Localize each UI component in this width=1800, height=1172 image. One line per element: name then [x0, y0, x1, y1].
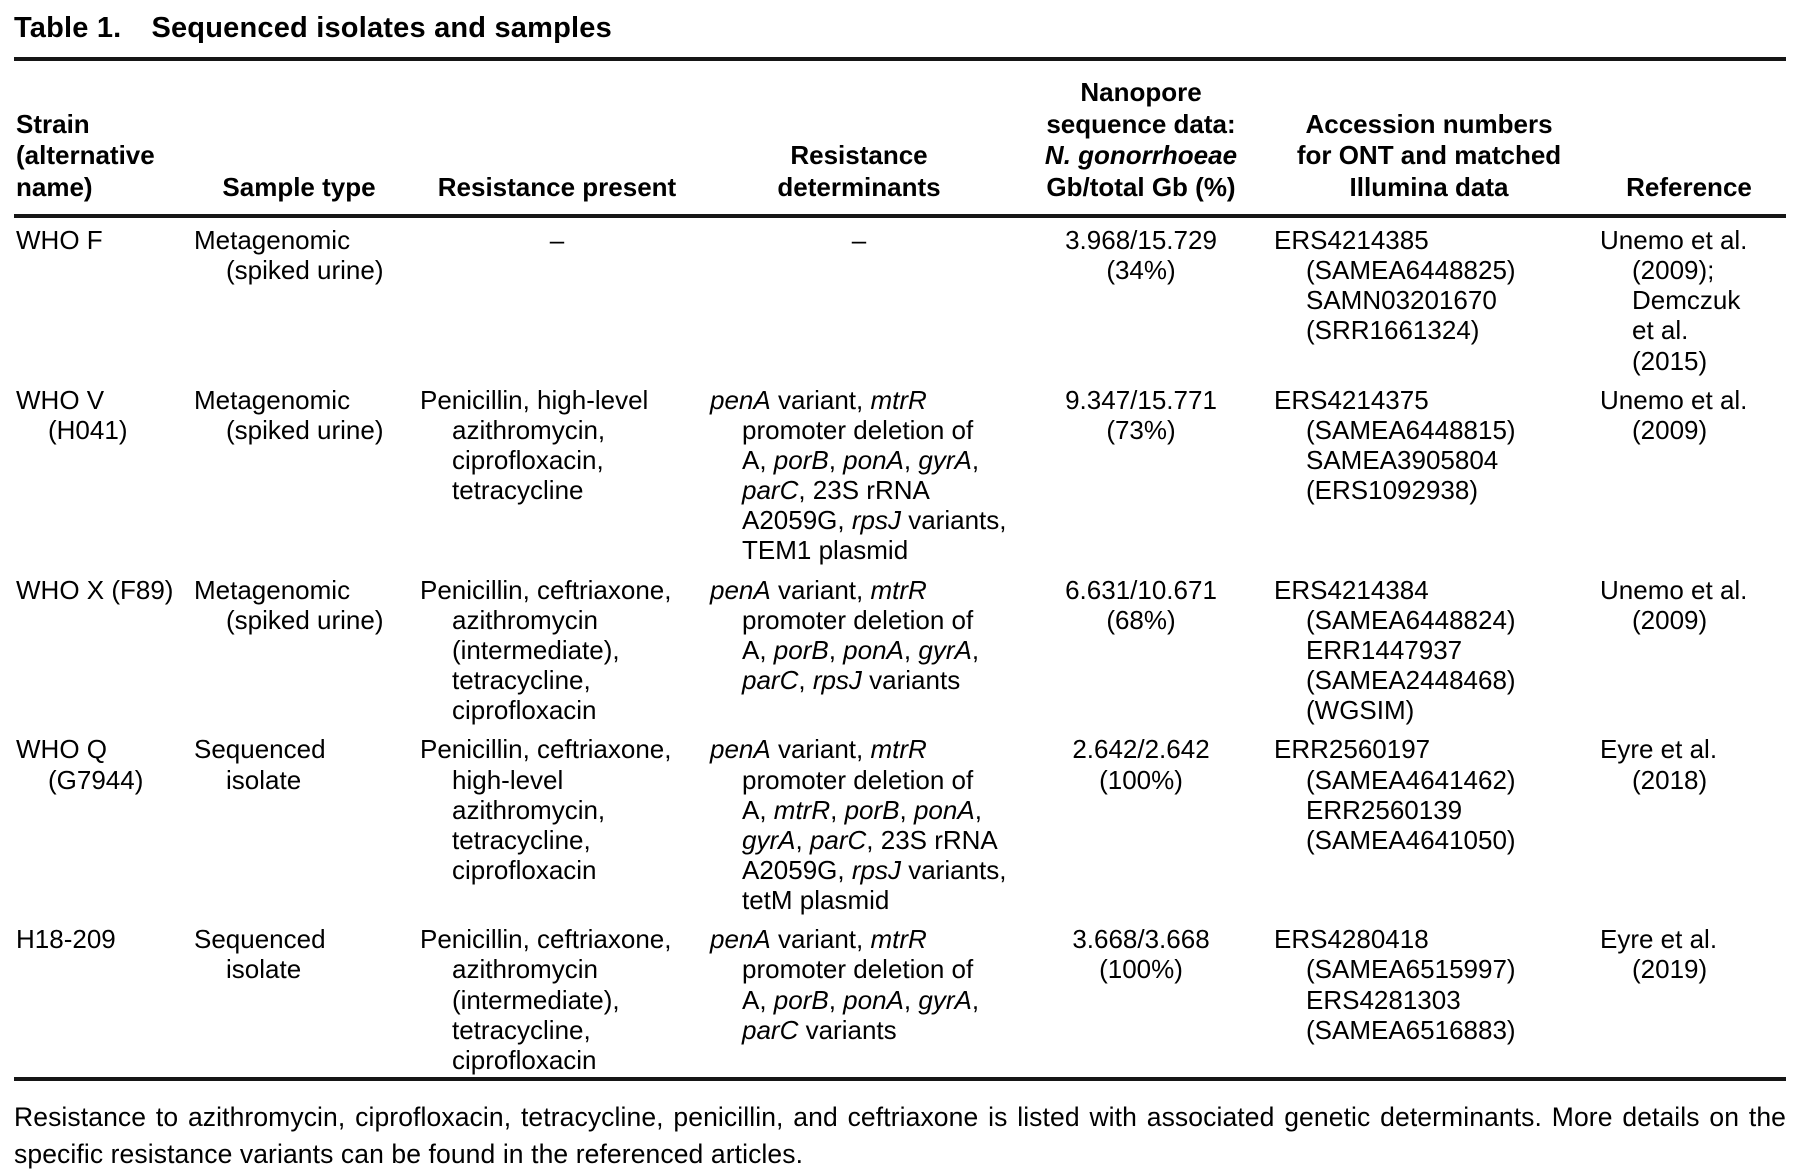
- text-line: azithromycin: [452, 954, 598, 985]
- text-line: Penicillin, ceftriaxone,: [420, 734, 672, 765]
- text-line: Metagenomic: [194, 224, 351, 255]
- text-line: ERS4214384: [1274, 574, 1429, 605]
- text-line: penA variant, mtrR: [710, 574, 927, 605]
- text-line: Penicillin, high-level: [420, 384, 649, 415]
- text-line: promoter deletion of: [742, 954, 974, 985]
- text-line: ERR2560139: [1306, 794, 1463, 825]
- text-line: ERS4281303: [1306, 984, 1461, 1015]
- text-line: (34%): [1106, 255, 1176, 286]
- text-line: Demczuk: [1632, 285, 1741, 316]
- text-line: (spiked urine): [226, 604, 384, 635]
- text-line: WHO V: [16, 384, 105, 415]
- text-line: A2059G, rpsJ variants,: [742, 505, 1007, 536]
- text-line: parC, rpsJ variants: [742, 665, 961, 696]
- cell-determinants: [702, 568, 1016, 728]
- text-line: Gb/total Gb (%): [1046, 172, 1236, 203]
- text-line: promoter deletion of: [742, 414, 974, 445]
- text-line: 3.968/15.729: [1065, 224, 1217, 255]
- text-line: (100%): [1099, 764, 1183, 795]
- text-line: Sequenced: [194, 924, 326, 955]
- cell-nanopore: [1016, 568, 1266, 728]
- text-line: gyrA, parC, 23S rRNA: [742, 824, 998, 855]
- text-line: (2009): [1632, 604, 1708, 635]
- cell-strain: [14, 917, 186, 1079]
- text-line: Accession numbers: [1305, 108, 1553, 139]
- cell-reference: [1592, 568, 1786, 728]
- text-line: isolate: [226, 764, 302, 795]
- text-line: Sequenced: [194, 734, 326, 765]
- text-line: N. gonorrhoeae: [1044, 140, 1238, 171]
- cell-sample: [186, 378, 412, 568]
- text-line: (spiked urine): [226, 255, 384, 286]
- text-line: TEM1 plasmid: [742, 535, 909, 566]
- text-line: Reference: [1626, 172, 1752, 203]
- text-line: parC, 23S rRNA: [742, 475, 930, 506]
- text-line: azithromycin,: [452, 794, 606, 825]
- text-line: (2015): [1632, 345, 1708, 376]
- table-row: [14, 727, 1786, 917]
- text-line: Unemo et al.: [1600, 574, 1748, 605]
- text-line: ERS4280418: [1274, 924, 1429, 955]
- text-line: ERR2560197: [1274, 734, 1431, 765]
- text-line: (2019): [1632, 954, 1708, 985]
- text-line: (100%): [1099, 954, 1183, 985]
- text-line: sequence data:: [1046, 108, 1236, 139]
- text-line: (2009);: [1632, 255, 1715, 286]
- text-line: Resistance: [790, 140, 928, 171]
- text-line: 9.347/15.771: [1065, 384, 1217, 415]
- cell-strain: [14, 568, 186, 728]
- text-line: WHO F: [16, 224, 103, 255]
- text-line: A, porB, ponA, gyrA,: [742, 634, 980, 665]
- table-row: [14, 216, 1786, 378]
- cell-determinants: [702, 917, 1016, 1079]
- cell-resistance: [412, 216, 702, 378]
- text-line: penA variant, mtrR: [710, 924, 927, 955]
- text-line: ERR1447937: [1306, 634, 1463, 665]
- text-line: –: [549, 224, 565, 255]
- text-line: A, porB, ponA, gyrA,: [742, 444, 980, 475]
- cell-nanopore: [1016, 727, 1266, 917]
- cell-accession: [1266, 216, 1592, 378]
- cell-reference: [1592, 917, 1786, 1079]
- text-line: et al.: [1632, 315, 1689, 346]
- cell-resistance: [412, 727, 702, 917]
- text-line: Eyre et al.: [1600, 734, 1718, 765]
- text-line: ERS4214385: [1274, 224, 1429, 255]
- text-line: azithromycin: [452, 604, 598, 635]
- text-line: (SRR1661324): [1306, 315, 1480, 346]
- cell-nanopore: [1016, 378, 1266, 568]
- cell-resistance: [412, 917, 702, 1079]
- text-line: 3.668/3.668: [1072, 924, 1210, 955]
- text-line: Sample type: [222, 172, 376, 203]
- text-line: Penicillin, ceftriaxone,: [420, 924, 672, 955]
- text-line: tetracycline: [452, 475, 584, 506]
- text-line: tetracycline,: [452, 1014, 591, 1045]
- col-header-sample: [186, 59, 412, 216]
- text-line: parC variants: [742, 1014, 897, 1045]
- text-line: (2009): [1632, 414, 1708, 445]
- text-line: (SAMEA4641050): [1306, 824, 1516, 855]
- cell-strain: [14, 378, 186, 568]
- text-line: (SAMEA6516883): [1306, 1014, 1516, 1045]
- cell-nanopore: [1016, 917, 1266, 1079]
- cell-nanopore: [1016, 216, 1266, 378]
- text-line: (G7944): [48, 764, 144, 795]
- cell-determinants: [702, 378, 1016, 568]
- text-line: tetM plasmid: [742, 885, 890, 916]
- text-line: Strain: [16, 108, 90, 139]
- text-line: WHO X (F89): [16, 574, 174, 605]
- table-title: [14, 12, 1786, 45]
- text-line: (intermediate),: [452, 984, 620, 1015]
- text-line: ciprofloxacin: [452, 855, 597, 885]
- text-line: ciprofloxacin: [452, 1044, 597, 1075]
- isolates-table: [14, 57, 1786, 1081]
- text-line: ciprofloxacin,: [452, 444, 604, 475]
- text-line: (SAMEA2448468): [1306, 665, 1516, 696]
- text-line: SAMN03201670: [1306, 285, 1497, 316]
- text-line: tetracycline,: [452, 824, 591, 855]
- cell-sample: [186, 917, 412, 1079]
- text-line: Nanopore: [1080, 77, 1202, 107]
- text-line: for ONT and matched: [1296, 140, 1562, 171]
- text-line: A, porB, ponA, gyrA,: [742, 984, 980, 1015]
- cell-accession: [1266, 568, 1592, 728]
- text-line: (SAMEA6448824): [1306, 604, 1516, 635]
- text-line: Unemo et al.: [1600, 384, 1748, 415]
- text-line: ciprofloxacin: [452, 695, 597, 726]
- text-line: A, mtrR, porB, ponA,: [742, 794, 982, 825]
- text-line: (2018): [1632, 764, 1708, 795]
- col-header-reference: [1592, 59, 1786, 216]
- text-line: H18-209: [16, 924, 116, 955]
- col-header-determinants: [702, 59, 1016, 216]
- table-title-label: Table 1.: [14, 12, 122, 44]
- cell-strain: [14, 727, 186, 917]
- text-line: 6.631/10.671: [1065, 574, 1217, 605]
- text-line: Unemo et al.: [1600, 224, 1748, 255]
- cell-resistance: [412, 378, 702, 568]
- cell-sample: [186, 216, 412, 378]
- text-line: (intermediate),: [452, 634, 620, 665]
- text-line: high-level: [452, 764, 564, 795]
- header-row: [14, 59, 1786, 216]
- text-line: WHO Q: [16, 734, 107, 765]
- cell-resistance: [412, 568, 702, 728]
- text-line: (H041): [48, 414, 128, 445]
- table-row: [14, 568, 1786, 728]
- text-line: determinants: [777, 172, 941, 203]
- text-line: isolate: [226, 954, 302, 985]
- text-line: (SAMEA6448825): [1306, 255, 1516, 286]
- cell-accession: [1266, 378, 1592, 568]
- cell-reference: [1592, 378, 1786, 568]
- text-line: (spiked urine): [226, 414, 384, 445]
- cell-determinants: [702, 727, 1016, 917]
- text-line: (alternative: [16, 140, 155, 171]
- text-line: Eyre et al.: [1600, 924, 1718, 955]
- text-line: penA variant, mtrR: [710, 384, 927, 415]
- table-body: [14, 216, 1786, 1079]
- table-header: [14, 59, 1786, 216]
- text-line: (73%): [1106, 414, 1176, 445]
- col-header-accession: [1266, 59, 1592, 216]
- text-line: promoter deletion of: [742, 604, 974, 635]
- text-line: (SAMEA6515997): [1306, 954, 1516, 985]
- text-line: A2059G, rpsJ variants,: [742, 855, 1007, 885]
- cell-reference: [1592, 216, 1786, 378]
- text-line: (WGSIM): [1306, 695, 1415, 726]
- col-header-resistance: [412, 59, 702, 216]
- text-line: penA variant, mtrR: [710, 734, 927, 765]
- text-line: Illumina data: [1349, 172, 1509, 203]
- table-title-caption: Sequenced isolates and samples: [151, 12, 612, 44]
- text-line: –: [851, 224, 867, 255]
- table-row: [14, 378, 1786, 568]
- text-line: SAMEA3905804: [1306, 444, 1499, 475]
- text-line: Penicillin, ceftriaxone,: [420, 574, 672, 605]
- text-line: azithromycin,: [452, 414, 606, 445]
- text-line: Metagenomic: [194, 574, 351, 605]
- text-line: ERS4214375: [1274, 384, 1429, 415]
- col-header-nanopore: [1016, 59, 1266, 216]
- cell-determinants: [702, 216, 1016, 378]
- text-line: (68%): [1106, 604, 1176, 635]
- text-line: promoter deletion of: [742, 764, 974, 795]
- cell-reference: [1592, 727, 1786, 917]
- text-line: (SAMEA6448815): [1306, 414, 1516, 445]
- cell-accession: [1266, 727, 1592, 917]
- text-line: (ERS1092938): [1306, 475, 1478, 506]
- text-line: 2.642/2.642: [1072, 734, 1210, 765]
- cell-accession: [1266, 917, 1592, 1079]
- cell-sample: [186, 568, 412, 728]
- text-line: Resistance present: [437, 172, 677, 203]
- col-header-strain: [14, 59, 186, 216]
- text-line: tetracycline,: [452, 665, 591, 696]
- text-line: name): [16, 172, 93, 203]
- cell-sample: [186, 727, 412, 917]
- text-line: (SAMEA4641462): [1306, 764, 1516, 795]
- text-line: Metagenomic: [194, 384, 351, 415]
- footnote: Resistance to azithromycin, ciprofloxacin, tetracycline, penicillin, and ceftriaxone is listed with associated genetic determinants. More details on the specific resistance variants can be found in the referenced articles.: [14, 1102, 1786, 1169]
- table-row: [14, 917, 1786, 1079]
- cell-strain: [14, 216, 186, 378]
